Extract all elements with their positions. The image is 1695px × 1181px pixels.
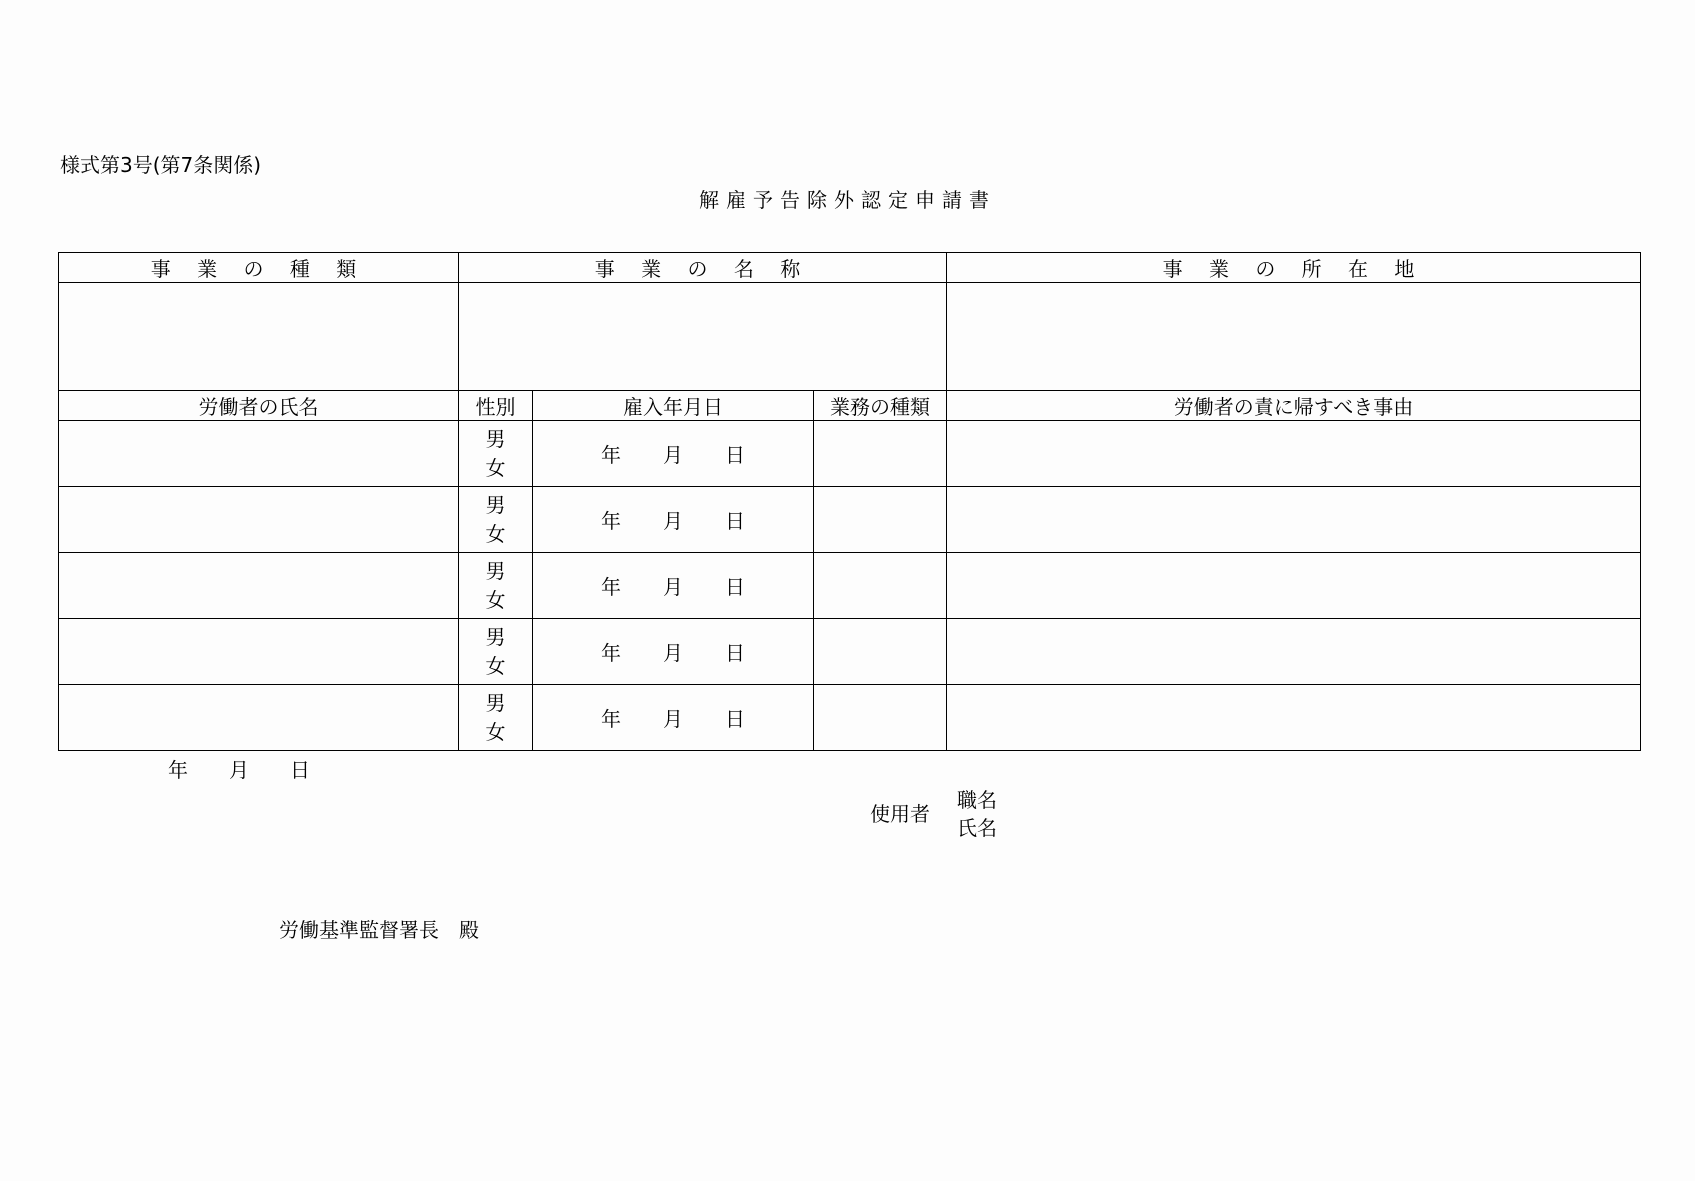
sex-cell[interactable] [459,487,533,553]
job-type-cell[interactable] [814,619,947,685]
document-title: 解雇予告除外認定申請書 [699,188,996,212]
hire-date-cell[interactable] [533,619,814,685]
sex-cell[interactable] [459,619,533,685]
worker-name-cell[interactable] [59,487,459,553]
female-option: 女 [485,719,506,744]
year-label: 年 [168,758,188,782]
year-label: 年 [601,707,621,731]
hire-date-cell[interactable] [533,487,814,553]
hire-date-cell[interactable] [533,553,814,619]
month-label: 月 [663,443,683,467]
hire-date-cell[interactable] [533,685,814,751]
worker-name-cell[interactable] [59,619,459,685]
day-label: 日 [725,641,745,665]
month-label: 月 [663,641,683,665]
reason-cell[interactable] [947,685,1641,751]
female-option: 女 [485,455,506,480]
worker-name-cell[interactable] [59,685,459,751]
sex-header: 性別 [459,391,533,421]
business-location-header: 事 業 の 所 在 地 [947,253,1641,283]
worker-name-header: 労働者の氏名 [59,391,459,421]
sex-cell[interactable] [459,685,533,751]
business-type-header: 事 業 の 種 類 [59,253,459,283]
job-type-header: 業務の種類 [814,391,947,421]
day-label: 日 [725,707,745,731]
male-option: 男 [485,492,506,517]
reason-cell[interactable] [947,421,1641,487]
female-option: 女 [485,653,506,678]
day-label: 日 [725,575,745,599]
month-label: 月 [229,758,249,782]
job-type-cell[interactable] [814,421,947,487]
sex-cell[interactable] [459,553,533,619]
month-label: 月 [663,707,683,731]
day-label: 日 [290,758,310,782]
reason-header: 労働者の責に帰すべき事由 [947,391,1641,421]
female-option: 女 [485,521,506,546]
business-type-cell[interactable] [59,283,459,391]
year-label: 年 [601,575,621,599]
business-name-header: 事 業 の 名 称 [459,253,947,283]
job-type-cell[interactable] [814,553,947,619]
addressee: 労働基準監督署長 殿 [279,918,479,942]
year-label: 年 [601,443,621,467]
job-title-label: 職名 [957,788,997,812]
table-row [59,685,1641,751]
month-label: 月 [663,509,683,533]
male-option: 男 [485,624,506,649]
employer-label: 使用者 [870,802,930,826]
day-label: 日 [725,443,745,467]
reason-cell[interactable] [947,619,1641,685]
job-type-cell[interactable] [814,685,947,751]
name-label: 氏名 [957,816,997,840]
form-number: 様式第3号(第7条関係) [60,153,262,177]
worker-name-cell[interactable] [59,553,459,619]
male-option: 男 [485,426,506,451]
reason-cell[interactable] [947,553,1641,619]
male-option: 男 [485,690,506,715]
month-label: 月 [663,575,683,599]
table-row [59,421,1641,487]
hire-date-cell[interactable] [533,421,814,487]
application-table [58,252,1641,751]
hire-date-header: 雇入年月日 [533,391,814,421]
business-location-cell[interactable] [947,283,1641,391]
male-option: 男 [485,558,506,583]
table-row [59,487,1641,553]
business-name-cell[interactable] [459,283,947,391]
sex-cell[interactable] [459,421,533,487]
table-row [59,619,1641,685]
year-label: 年 [601,509,621,533]
job-type-cell[interactable] [814,487,947,553]
table-row [59,553,1641,619]
application-date[interactable] [168,760,351,780]
year-label: 年 [601,641,621,665]
female-option: 女 [485,587,506,612]
reason-cell[interactable] [947,487,1641,553]
worker-name-cell[interactable] [59,421,459,487]
day-label: 日 [725,509,745,533]
